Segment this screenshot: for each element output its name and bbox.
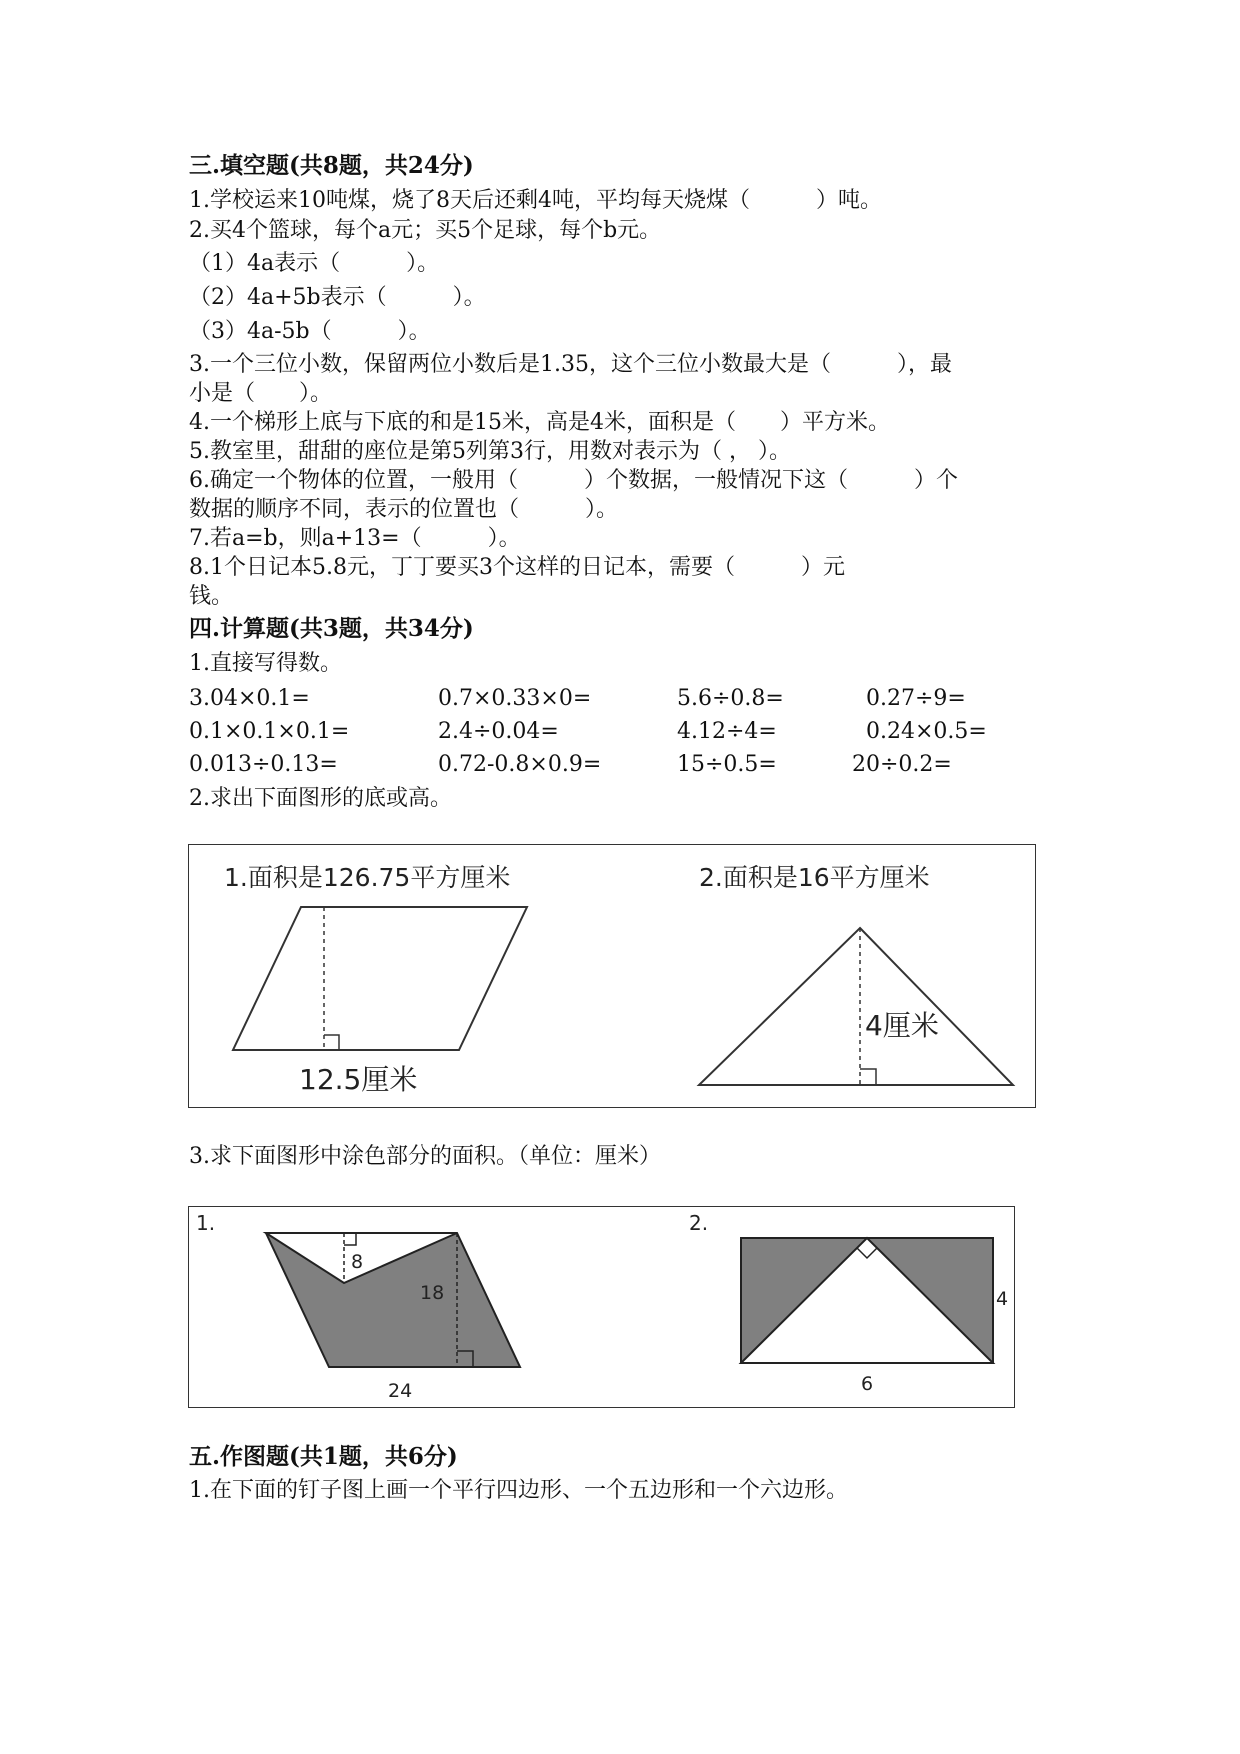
figure-box-base-height: [188, 844, 1036, 1108]
question-3-2-2: （2）4a+5b表示（ ）。: [189, 285, 486, 310]
question-3-6-line1: 6.确定一个物体的位置，一般用（ ）个数据，一般情况下这（ ）个: [189, 468, 958, 493]
right-angle-mark: [860, 1069, 876, 1085]
label-4: 4: [996, 1288, 1009, 1310]
calc-item: 20÷0.2=: [852, 752, 952, 777]
figure-base-height: [189, 845, 1034, 1106]
question-3-5: 5.教室里，甜甜的座位是第5列第3行，用数对表示为（ ， ）。: [189, 439, 791, 464]
section3-heading: 三.填空题(共8题，共24分): [189, 152, 474, 179]
calc-item: 0.24×0.5=: [866, 719, 987, 744]
question-3-2-3: （3）4a-5b（ ）。: [189, 319, 431, 344]
figure-number-1: 1.: [196, 1211, 216, 1235]
triangle-height-label: 4厘米: [865, 1009, 939, 1042]
section5-heading: 五.作图题(共1题，共6分): [189, 1443, 458, 1470]
question-4-1: 1.直接写得数。: [189, 651, 342, 676]
question-4-2: 2.求出下面图形的底或高。: [189, 786, 452, 811]
label-8: 8: [351, 1251, 364, 1273]
calc-item: 0.27÷9=: [866, 686, 966, 711]
question-3-3-line1: 3.一个三位小数，保留两位小数后是1.35，这个三位小数最大是（ ），最: [189, 352, 952, 377]
figure-shaded-area: [189, 1207, 1013, 1406]
parallelogram-base-label: 12.5厘米: [299, 1063, 418, 1096]
calc-item: 0.1×0.1×0.1=: [189, 719, 350, 744]
figure-box-shaded-area: [188, 1206, 1015, 1408]
label-6: 6: [861, 1373, 874, 1395]
figure-number-2: 2.: [689, 1211, 709, 1235]
question-3-4: 4.一个梯形上底与下底的和是15米，高是4米，面积是（ ）平方米。: [189, 410, 890, 435]
calc-item: 4.12÷4=: [677, 719, 777, 744]
calc-item: 0.7×0.33×0=: [438, 686, 592, 711]
calc-item: 0.72-0.8×0.9=: [438, 752, 602, 777]
question-3-3-line2: 小是（ ）。: [189, 381, 333, 406]
section4-heading: 四.计算题(共3题，共34分): [189, 615, 474, 642]
triangle-shape: [699, 928, 1013, 1085]
question-3-2-1: （1）4a表示（ ）。: [189, 251, 440, 276]
question-4-3: 3.求下面图形中涂色部分的面积。（单位：厘米）: [189, 1144, 661, 1169]
calc-item: 15÷0.5=: [677, 752, 777, 777]
question-3-7: 7.若a=b，则a+13=（ ）。: [189, 526, 521, 551]
question-3-1: 1.学校运来10吨煤，烧了8天后还剩4吨，平均每天烧煤（ ）吨。: [189, 188, 882, 213]
question-3-8-line2: 钱。: [189, 584, 234, 609]
question-5-1: 1.在下面的钉子图上画一个平行四边形、一个五边形和一个六边形。: [189, 1478, 848, 1503]
question-3-6-line2: 数据的顺序不同，表示的位置也（ ）。: [189, 497, 619, 522]
figure-caption-2: 2.面积是16平方厘米: [699, 863, 930, 892]
calc-item: 3.04×0.1=: [189, 686, 310, 711]
label-24: 24: [388, 1380, 413, 1402]
parallelogram-shape: [233, 907, 527, 1050]
calc-item: 2.4÷0.04=: [438, 719, 559, 744]
calc-item: 0.013÷0.13=: [189, 752, 338, 777]
question-3-8-line1: 8.1个日记本5.8元，丁丁要买3个这样的日记本，需要（ ）元: [189, 555, 845, 580]
figure-caption-1: 1.面积是126.75平方厘米: [224, 863, 511, 892]
calc-item: 5.6÷0.8=: [677, 686, 784, 711]
label-18: 18: [420, 1282, 445, 1304]
right-angle-mark: [324, 1035, 339, 1050]
question-3-2: 2.买4个篮球，每个a元；买5个足球，每个b元。: [189, 218, 662, 243]
